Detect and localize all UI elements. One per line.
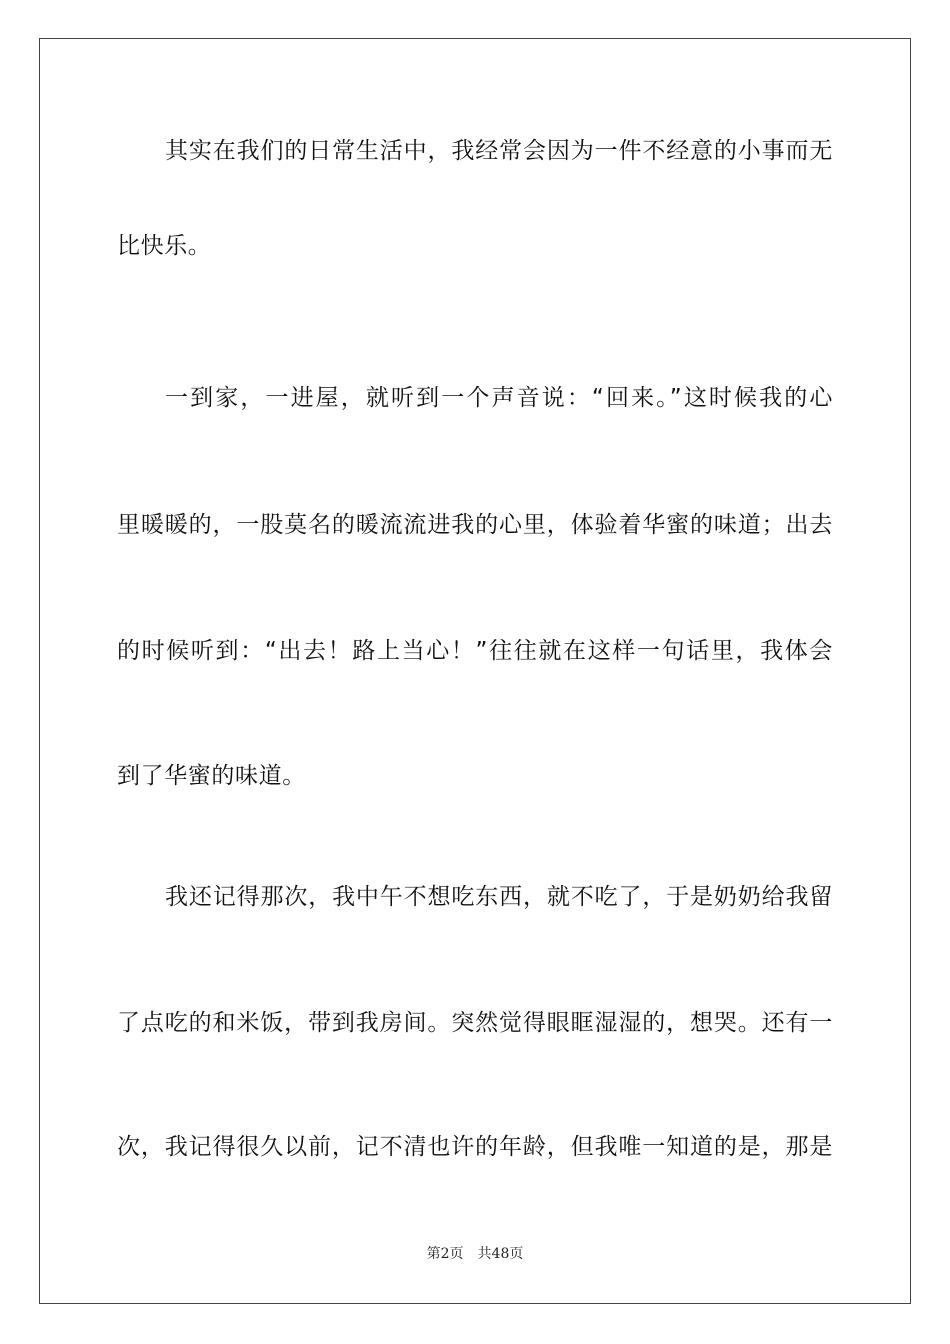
page-frame (39, 38, 911, 1304)
page-footer (0, 1244, 950, 1264)
paragraph-2-line-4: 到了华蜜的味道。 (117, 763, 306, 789)
paragraph-2-line-3: 的时候听到：“出去！路上当心！”往往就在这样一句话里，我体会 (117, 638, 833, 664)
page-number: 第2页 (426, 1246, 464, 1262)
page-total: 共48页 (477, 1246, 524, 1262)
paragraph-1-line-1: 其实在我们的日常生活中，我经常会因为一件不经意的小事而无 (165, 138, 833, 164)
paragraph-1-line-2: 比快乐。 (117, 233, 212, 259)
paragraph-2-line-2: 里暖暖的，一股莫名的暖流流进我的心里，体验着华蜜的味道；出去 (117, 512, 833, 538)
paragraph-2-line-1: 一到家，一进屋，就听到一个声音说：“回来。”这时候我的心 (165, 385, 833, 411)
paragraph-3-line-1: 我还记得那次，我中午不想吃东西，就不吃了，于是奶奶给我留 (165, 884, 833, 910)
paragraph-3-line-2: 了点吃的和米饭，带到我房间。突然觉得眼眶湿湿的，想哭。还有一 (117, 1010, 833, 1036)
paragraph-3-line-3: 次，我记得很久以前，记不清也许的年龄，但我唯一知道的是，那是 (117, 1134, 833, 1160)
